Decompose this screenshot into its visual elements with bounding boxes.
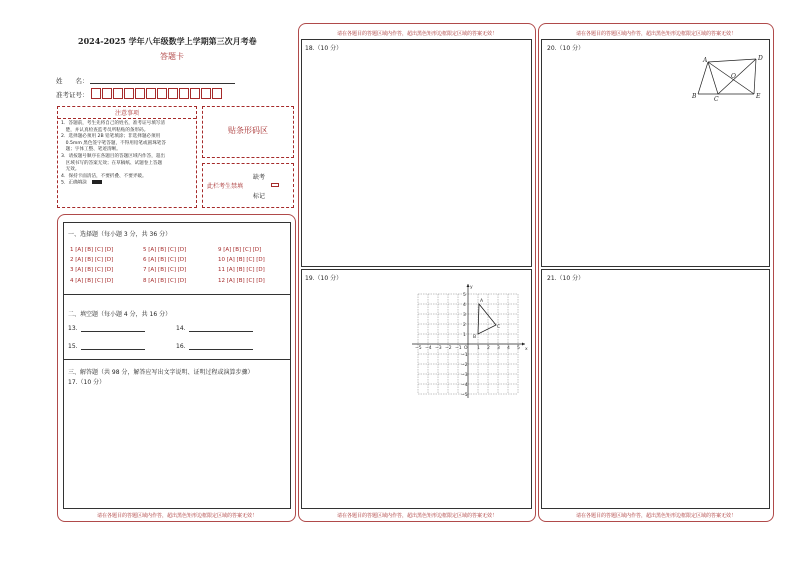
- filled-mark-sample: [92, 180, 102, 184]
- axis-y-label: y: [470, 285, 473, 290]
- name-field[interactable]: [90, 83, 235, 84]
- point-label-d: D: [758, 55, 763, 62]
- x-tick-label: 4: [507, 346, 510, 351]
- mc-row[interactable]: 4 [A] [B] [C] [D]: [70, 278, 114, 284]
- notice-title: 注意事项: [58, 107, 196, 119]
- warning-text: 请在各题目的答题区域内作答，超出黑色矩形边框限定区域的答案无效！: [336, 513, 497, 519]
- point-label-a: A: [480, 299, 484, 304]
- warning-text: 请在各题目的答题区域内作答，超出黑色矩形边框限定区域的答案无效！: [96, 513, 257, 519]
- question-20-label: 20.（10 分）: [547, 45, 585, 52]
- y-tick-label: −4: [461, 383, 468, 388]
- mc-row[interactable]: 12 [A] [B] [C] [D]: [218, 278, 265, 284]
- barcode-area: [202, 106, 294, 158]
- x-tick-label: −3: [435, 346, 442, 351]
- x-tick-label: 1: [477, 346, 480, 351]
- question-21-label: 21.（10 分）: [547, 275, 585, 282]
- y-tick-label: −1: [461, 353, 468, 358]
- point-label-c: C: [714, 96, 719, 103]
- mc-row[interactable]: 2 [A] [B] [C] [D]: [70, 257, 114, 263]
- notice-item: 区域书写的答案无效；在草稿纸、试题卷上答题: [61, 160, 163, 166]
- mc-section-title: 一、选择题（每小题 3 分，共 36 分）: [68, 231, 172, 238]
- point-label-a: A: [703, 57, 708, 64]
- mc-row[interactable]: 7 [A] [B] [C] [D]: [143, 267, 187, 273]
- question-19-label: 19.（10 分）: [305, 275, 343, 282]
- section-divider: [63, 294, 291, 295]
- absent-label: 此栏考生禁填: [207, 183, 244, 190]
- mc-row[interactable]: 8 [A] [B] [C] [D]: [143, 278, 187, 284]
- point-label-c: C: [497, 325, 501, 330]
- x-tick-label: −2: [445, 346, 452, 351]
- y-tick-label: −5: [461, 393, 468, 398]
- warning-text: 请在各题目的答题区域内作答，超出黑色矩形边框限定区域的答案无效！: [336, 31, 497, 37]
- notice-item: 无效。: [61, 167, 80, 173]
- name-label: 姓 名：: [56, 77, 89, 85]
- question-17-label: 17.（10 分）: [68, 379, 106, 386]
- notice-item: 题；字体工整、笔迹清晰。: [61, 147, 121, 153]
- absent-checkbox[interactable]: [271, 183, 279, 187]
- fill-blank-16[interactable]: 16.: [176, 343, 253, 350]
- notice-item: 楚，并认真检查监考员所粘贴的条形码。: [61, 127, 149, 133]
- absent-missing-label: 缺考: [253, 174, 266, 181]
- x-tick-label: 3: [497, 346, 500, 351]
- notice-item: 2．选择题必须用 2B 铅笔填涂；非选择题必须用: [61, 134, 161, 140]
- x-tick-label: −4: [425, 346, 432, 351]
- y-tick-label: 3: [463, 313, 466, 318]
- q19-coordinate-grid: [408, 280, 530, 398]
- y-tick-label: −3: [461, 373, 468, 378]
- point-label-o: O: [731, 73, 736, 80]
- warning-text: 请在各题目的答题区域内作答，超出黑色矩形边框限定区域的答案无效！: [575, 31, 736, 37]
- section-divider: [63, 359, 291, 360]
- q21-box: [541, 269, 770, 509]
- notice-box: [57, 106, 197, 208]
- notice-item: 5．正确填涂: [58, 180, 196, 187]
- question-18-label: 18.（10 分）: [305, 45, 343, 52]
- mc-row[interactable]: 9 [A] [B] [C] [D]: [218, 247, 262, 253]
- q18-box: [301, 39, 532, 267]
- solve-section-title: 三、解答题（共 98 分，解答应写出文字说明、证明过程或演算步骤）: [68, 369, 254, 376]
- fill-section-title: 二、填空题（每小题 4 分，共 16 分）: [68, 311, 172, 318]
- x-tick-label: −5: [415, 346, 422, 351]
- exam-title: 2024-2025 学年八年级数学上学期第三次月考卷: [78, 36, 257, 46]
- y-tick-label: 2: [463, 323, 466, 328]
- answer-box-left: [63, 222, 291, 509]
- absent-area: [202, 163, 294, 208]
- y-tick-label: 4: [463, 303, 466, 308]
- y-tick-label: −2: [461, 363, 468, 368]
- absent-mark-label: 标记: [253, 193, 266, 200]
- fill-blank-15[interactable]: 15.: [68, 343, 145, 350]
- warning-text: 请在各题目的答题区域内作答，超出黑色矩形边框限定区域的答案无效！: [575, 513, 736, 519]
- y-tick-label: 5: [463, 293, 466, 298]
- ticket-label: 准考证号：: [56, 91, 89, 99]
- point-label-e: E: [756, 93, 761, 100]
- mc-row[interactable]: 5 [A] [B] [C] [D]: [143, 247, 187, 253]
- point-label-b: B: [473, 335, 477, 340]
- mc-row[interactable]: 6 [A] [B] [C] [D]: [143, 257, 187, 263]
- origin-label: O: [464, 346, 468, 351]
- mc-row[interactable]: 3 [A] [B] [C] [D]: [70, 267, 114, 273]
- barcode-label: 贴条形码区: [228, 126, 268, 135]
- y-tick-label: 1: [463, 333, 466, 338]
- mc-row[interactable]: 1 [A] [B] [C] [D]: [70, 247, 114, 253]
- axis-x-label: x: [525, 347, 528, 352]
- x-tick-label: 5: [517, 346, 520, 351]
- fill-blank-14[interactable]: 14.: [176, 325, 253, 332]
- x-tick-label: −1: [455, 346, 462, 351]
- triangle-abc: [478, 304, 496, 334]
- point-label-b: B: [692, 93, 697, 100]
- x-tick-label: 2: [487, 346, 490, 351]
- ticket-number-cells[interactable]: [91, 88, 223, 99]
- fill-blank-13[interactable]: 13.: [68, 325, 145, 332]
- notice-item: 1．答题前，考生先将自己的姓名，准考证号填写清: [61, 121, 165, 126]
- mc-row[interactable]: 11 [A] [B] [C] [D]: [218, 267, 265, 273]
- answer-card-title: 答题卡: [160, 52, 184, 61]
- q20-geometry-figure: [688, 52, 768, 104]
- mc-row[interactable]: 10 [A] [B] [C] [D]: [218, 257, 265, 263]
- notice-item: 0.5mm 黑色签字笔答题，不得用铅笔或圆珠笔答: [61, 140, 166, 146]
- notice-item: 4．保持卡面清洁，不要折叠、不要弄破。: [61, 173, 147, 179]
- notice-item: 3．请按题号顺序在各题目的答题区域内作答，超出: [61, 153, 165, 159]
